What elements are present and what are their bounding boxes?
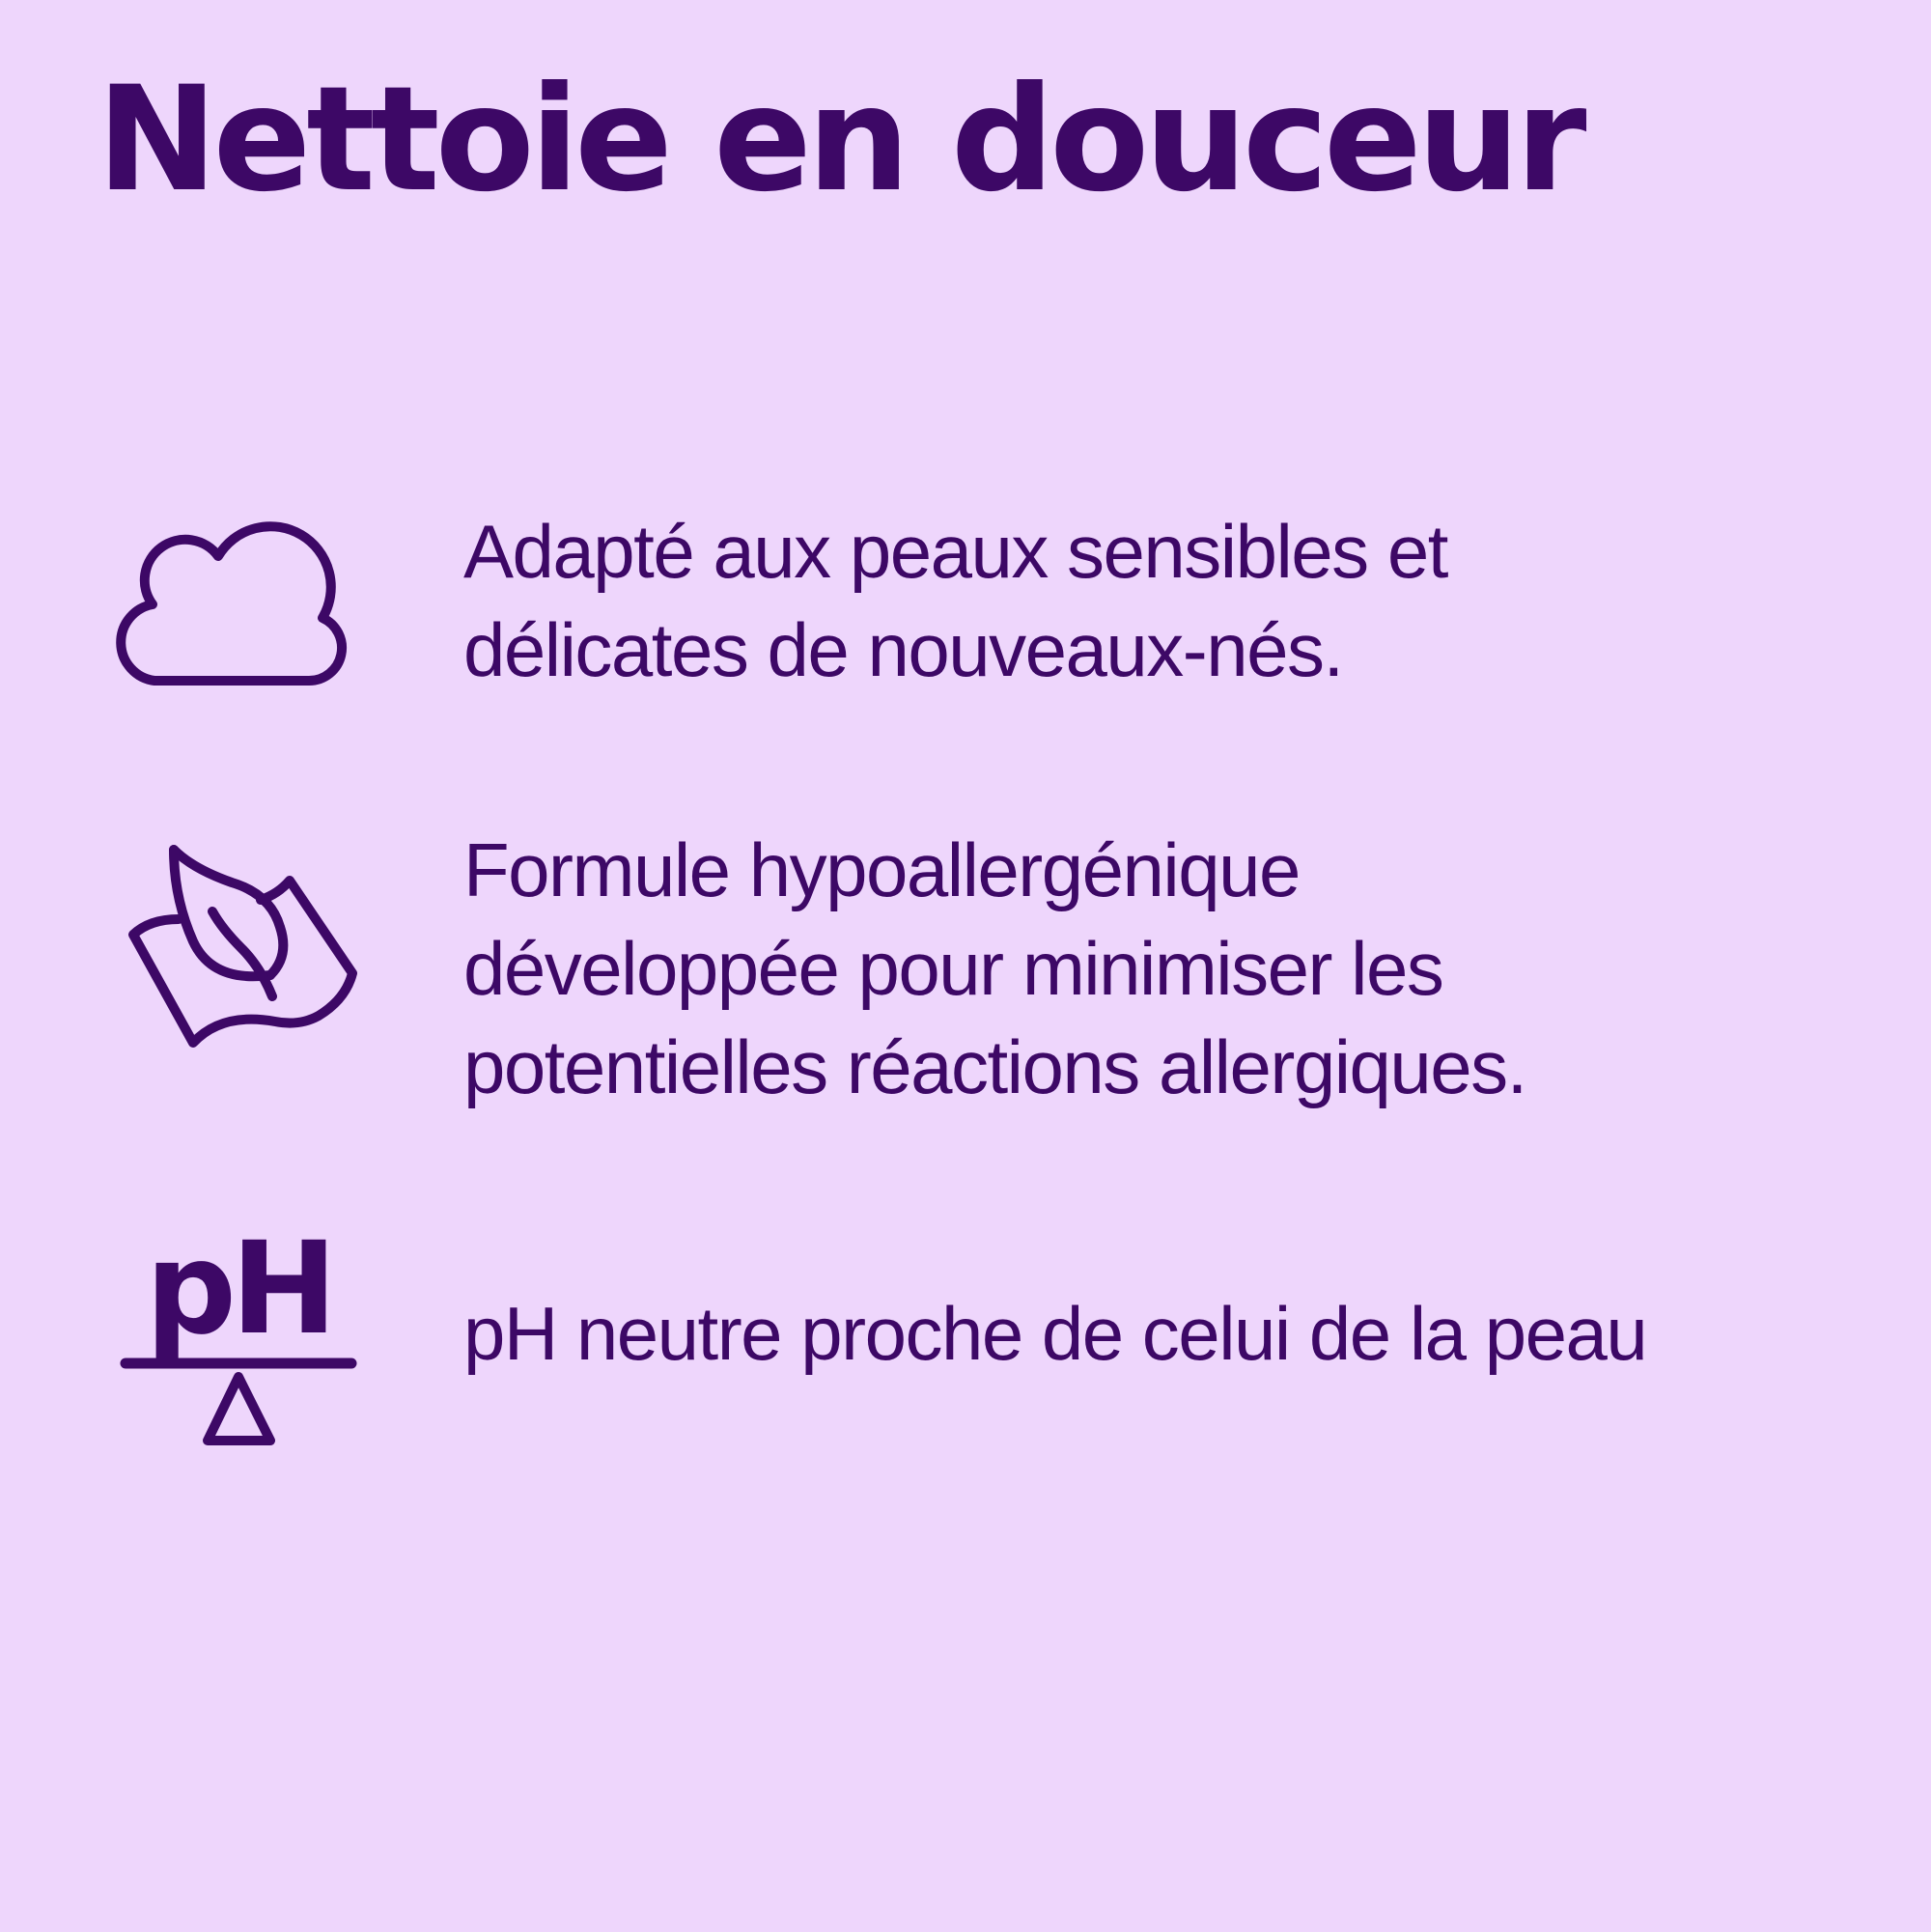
leaf-wipe-icon [116, 840, 357, 1062]
ph-icon-label: pH [145, 1217, 332, 1363]
feature-sensitive-skin [0, 502, 1931, 705]
feature-text [463, 1284, 1854, 1383]
feature-line: Formule hypoallergénique [463, 827, 1300, 912]
feature-neutral-ph [0, 1217, 1931, 1458]
page-title: Nettoie en douceur [97, 56, 1582, 224]
cloud-icon [116, 512, 357, 695]
feature-line: délicates de nouveaux-nés. [463, 607, 1343, 692]
feature-text [463, 821, 1854, 1116]
feature-line: développée pour minimiser les [463, 926, 1443, 1011]
feature-line: potentielles réactions allergiques. [463, 1024, 1526, 1109]
feature-line: pH neutre proche de celui de la peau [463, 1291, 1647, 1376]
feature-text [463, 502, 1854, 699]
feature-line: Adapté aux peaux sensibles et [463, 509, 1447, 594]
ph-balance-icon [116, 1217, 367, 1458]
feature-hypoallergenic [0, 821, 1931, 1130]
